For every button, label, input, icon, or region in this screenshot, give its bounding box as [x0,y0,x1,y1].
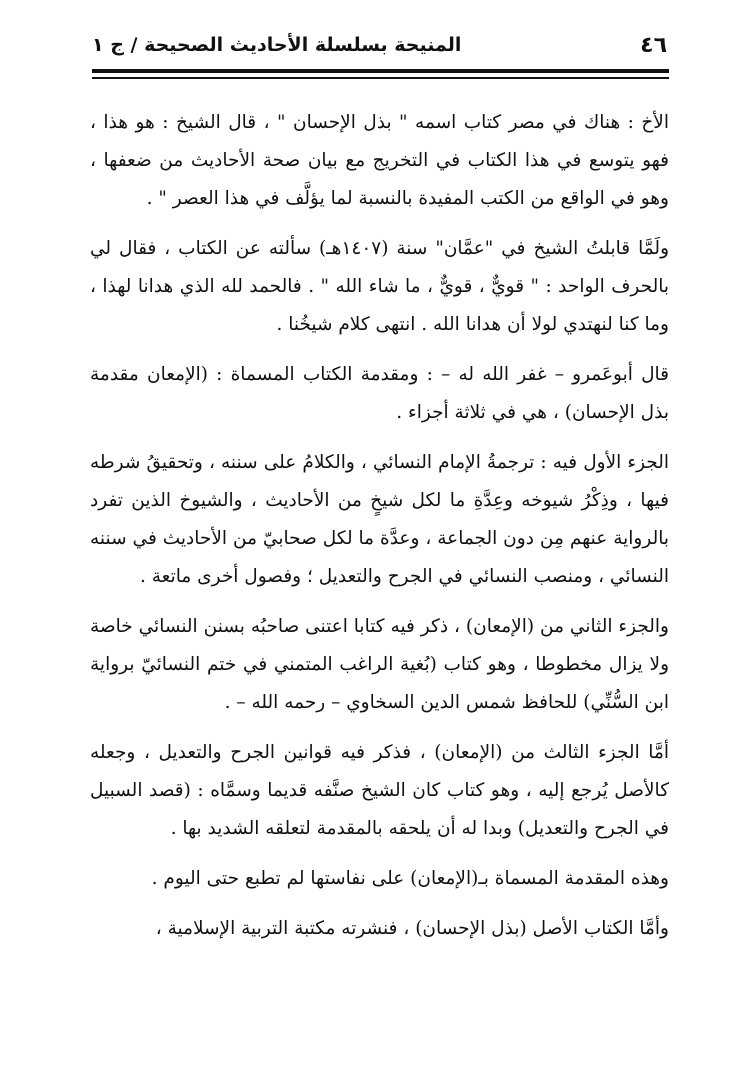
paragraph-5: والجزء الثاني من (الإمعان) ، ذكر فيه كتابا اعتنى صاحبُه بسنن النسائي خاصة ولا يزال مخطوطا ، وهو كتاب (بُغية الراغب المتمني في ختم النسائيّ برواية ابن السُّنِّي) للحافظ شمس الدين السخاوي – رحمه الله – . [90,616,669,713]
page-number: ٤٦ [640,32,667,58]
paragraph-2: ولَمَّا قابلتُ الشيخ في "عمَّان" سنة (١٤٠٧هـ) سألته عن الكتاب ، فقال لي بالحرف الواحد : " قويٌّ ، قويٌّ ، ما شاء الله " . فالحمد لله الذي هدانا لهذا ، وما كنا لنهتدي لولا أن هدانا الله . انتهى كلام شيخُنا . [90,238,670,335]
header-rule-thin [92,77,669,79]
paragraph-4: الجزء الأول فيه : ترجمةُ الإمام النسائي ، والكلامُ على سننه ، وتحقيقُ شرطه فيها ، وذِكْرُ شيوخه وعِدَّةِ ما لكل شيخٍ من الأحاديث ، والشيوخ الذين تفرد بالرواية عنهم مِن دون الجماعة ، وعدَّة ما لكل صحابيّ من الأحاديث في سننه النسائي ، ومنصب النسائي في الجرح والتعديل ؛ وفصول أخرى ماتعة . [90,452,669,587]
running-title: المنيحة بسلسلة الأحاديث الصحيحة / ج ١ [92,34,462,56]
paragraph-3: قال أبوعَمرو – غفر الله له – : ومقدمة الكتاب المسماة : (الإمعان مقدمة بذل الإحسان) ، هي في ثلاثة أجزاء . [90,364,669,423]
page-body [90,104,669,960]
page-header [92,28,667,62]
paragraph-1: الأخ : هناك في مصر كتاب اسمه " بذل الإحسان " ، قال الشيخ : هو هذا ، فهو يتوسع في هذا الكتاب في التخريج مع بيان صحة الأحاديث من ضعفها ، وهو في الواقع من الكتب المفيدة بالنسبة لما يؤلَّف في هذا العصر " . [90,112,669,209]
paragraph-8: وأمَّا الكتاب الأصل (بذل الإحسان) ، فنشرته مكتبة التربية الإسلامية ، [155,918,669,939]
paragraph-7: وهذه المقدمة المسماة بـ(الإمعان) على نفاستها لم تطبع حتى اليوم . [151,868,669,889]
paragraph-6: أمَّا الجزء الثالث من (الإمعان) ، فذكر فيه قوانين الجرح والتعديل ، وجعله كالأصل يُرجع إليه ، وهو كتاب كان الشيخ صنَّفه قديما وسمَّاه : (قصد السبيل في الجرح والتعديل) وبدا له أن يلحقه بالمقدمة لتعلقه الشديد بها . [90,742,669,839]
header-rule-thick [92,69,669,73]
